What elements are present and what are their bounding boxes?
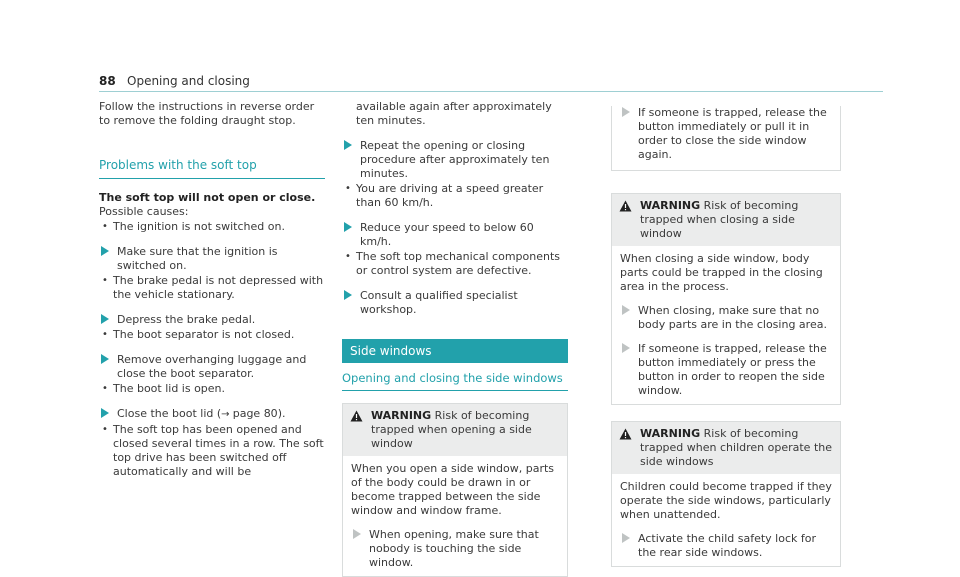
warning-header xyxy=(612,422,840,474)
column-3 xyxy=(611,100,841,567)
warning-text: When you open a side window, parts of the body could be drawn in or become trapped between the side window and window frame. xyxy=(351,462,555,517)
warning-header xyxy=(612,194,840,246)
action-step: If someone is trapped, release the button immediately or pull it in order to close the side window again. xyxy=(620,106,832,162)
warning-body xyxy=(612,474,840,566)
warning-body xyxy=(343,456,567,576)
warning-box xyxy=(342,403,568,577)
page-number: 88 xyxy=(99,74,116,88)
cause-bullet: • The brake pedal is not depressed with the vehicle stationary. xyxy=(99,274,325,302)
column-1 xyxy=(99,100,325,479)
header-divider xyxy=(99,91,883,92)
action-step: Remove overhanging luggage and close the boot separator. xyxy=(99,353,325,381)
warning-header xyxy=(343,404,567,456)
action-arrow-icon xyxy=(344,222,352,232)
warning-title: Risk of becoming trapped when closing a side window xyxy=(640,199,799,240)
warning-box xyxy=(611,193,841,405)
warning-label: WARNING xyxy=(640,427,701,440)
action-arrow-icon xyxy=(344,140,352,150)
action-arrow-icon xyxy=(101,408,109,418)
action-arrow-icon xyxy=(622,107,630,117)
warning-text: When closing a side window, body parts could be trapped in the closing area in the process. xyxy=(620,252,823,293)
warning-continued-box xyxy=(611,106,841,171)
action-arrow-icon xyxy=(101,246,109,256)
action-arrow-icon xyxy=(353,529,361,539)
warning-label: WARNING xyxy=(371,409,432,422)
warning-icon xyxy=(350,410,363,422)
cause-bullet: • The soft top mechanical components or control system are defective. xyxy=(342,250,568,278)
action-arrow-icon xyxy=(622,305,630,315)
page-ref-arrow-icon: → xyxy=(221,409,233,420)
action-step: Repeat the opening or closing procedure after approximately ten minutes. xyxy=(342,139,568,181)
intro-text: Follow the instructions in reverse order to remove the folding draught stop. xyxy=(99,100,315,127)
action-arrow-icon xyxy=(344,290,352,300)
action-step: Depress the brake pedal. xyxy=(99,313,325,327)
problem-heading: The soft top will not open or close. xyxy=(99,191,316,204)
cause-bullet: • The boot lid is open. xyxy=(99,382,325,396)
cause-bullet: • The ignition is not switched on. xyxy=(99,220,325,234)
continued-text: available again after approximately ten minutes. xyxy=(356,100,552,127)
warning-label: WARNING xyxy=(640,199,701,212)
warning-title: Risk of becoming trapped when children operate the side windows xyxy=(640,427,832,468)
warning-body xyxy=(612,246,840,404)
causes-label: Possible causes: xyxy=(99,205,189,218)
action-step: Consult a qualified specialist workshop. xyxy=(342,289,568,317)
action-arrow-icon xyxy=(622,533,630,543)
problems-section-title: Problems with the soft top xyxy=(99,158,325,179)
action-arrow-icon xyxy=(622,343,630,353)
action-step: Make sure that the ignition is switched on. xyxy=(99,245,325,273)
warning-title: Risk of becoming trapped when opening a side window xyxy=(371,409,532,450)
cause-bullet: • You are driving at a speed greater than 60 km/h. xyxy=(342,182,568,210)
section-header: Opening and closing xyxy=(127,74,250,88)
action-arrow-icon xyxy=(101,314,109,324)
warning-text: Children could become trapped if they operate the side windows, particularly when unattended. xyxy=(620,480,832,521)
warning-icon xyxy=(619,428,632,440)
warning-box xyxy=(611,421,841,567)
action-step: Close the boot lid (→ page 80). xyxy=(99,407,325,422)
action-step: If someone is trapped, release the button immediately or press the button in order to reopen the side window. xyxy=(620,342,832,398)
page-ref-link[interactable]: page 80 xyxy=(232,407,278,420)
warning-icon xyxy=(619,200,632,212)
side-windows-bar: Side windows xyxy=(342,339,568,363)
column-2 xyxy=(342,100,568,577)
action-arrow-icon xyxy=(101,354,109,364)
action-step: When opening, make sure that nobody is touching the side window. xyxy=(351,528,559,570)
action-step: When closing, make sure that no body parts are in the closing area. xyxy=(620,304,832,332)
side-windows-subtitle: Opening and closing the side windows xyxy=(342,371,568,391)
cause-bullet: • The soft top has been opened and closed several times in a row. The soft top drive has been switched off automatically and will be xyxy=(99,423,325,479)
action-step: Activate the child safety lock for the rear side windows. xyxy=(620,532,832,560)
cause-bullet: • The boot separator is not closed. xyxy=(99,328,325,342)
action-step: Reduce your speed to below 60 km/h. xyxy=(342,221,568,249)
